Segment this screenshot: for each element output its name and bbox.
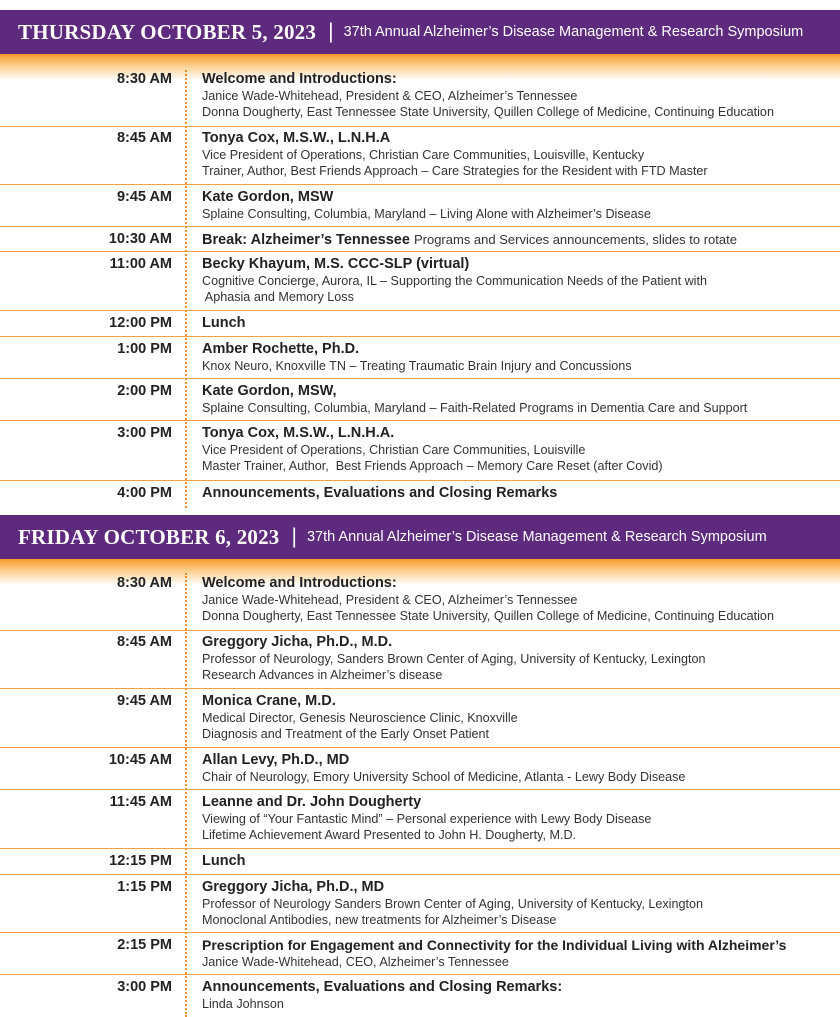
session-time: 10:30 AM bbox=[108, 231, 172, 247]
session-time: 2:15 PM bbox=[117, 937, 172, 953]
session-row bbox=[0, 185, 840, 227]
session-time: 1:15 PM bbox=[117, 879, 172, 895]
day-subtitle: 37th Annual Alzheimer’s Disease Management & Research Symposium bbox=[306, 529, 767, 545]
session-time: 2:00 PM bbox=[117, 383, 172, 399]
session-title: Leanne and Dr. John Dougherty bbox=[202, 794, 422, 810]
session-title: Announcements, Evaluations and Closing Remarks: bbox=[202, 979, 563, 995]
session-title: Monica Crane, M.D. bbox=[202, 693, 336, 709]
session-detail: Knox Neuro, Knoxville TN – Treating Traumatic Brain Injury and Concussions bbox=[202, 359, 632, 373]
session-detail: Cognitive Concierge, Aurora, IL – Supporting the Communication Needs of the Patient with bbox=[202, 274, 707, 288]
session-row bbox=[0, 631, 840, 689]
session-row bbox=[0, 227, 840, 252]
session-row bbox=[0, 933, 840, 975]
session-detail: Janice Wade-Whitehead, President & CEO, Alzheimer’s Tennessee bbox=[202, 89, 578, 103]
session-time: 3:00 PM bbox=[117, 425, 172, 441]
session-detail: Research Advances in Alzheimer’s disease bbox=[202, 668, 443, 682]
session-title: Break: Alzheimer’s Tennessee bbox=[202, 232, 410, 248]
session-detail: Monoclonal Antibodies, new treatments for Alzheimer’s Disease bbox=[202, 913, 557, 927]
session-row bbox=[0, 875, 840, 933]
day-header-friday bbox=[0, 515, 840, 559]
session-title: Tonya Cox, M.S.W., L.N.H.A. bbox=[202, 425, 395, 441]
session-time: 11:45 AM bbox=[109, 794, 172, 810]
session-time: 8:45 AM bbox=[116, 130, 172, 146]
session-title: Allan Levy, Ph.D., MD bbox=[202, 752, 350, 768]
header-separator: | bbox=[328, 20, 334, 43]
session-detail: Lifetime Achievement Award Presented to John H. Dougherty, M.D. bbox=[202, 828, 577, 842]
session-title: Welcome and Introductions: bbox=[202, 71, 397, 87]
session-row bbox=[0, 689, 840, 748]
session-detail: Professor of Neurology Sanders Brown Center of Aging, University of Kentucky, Lexington bbox=[202, 897, 703, 911]
session-title: Tonya Cox, M.S.W., L.N.H.A bbox=[202, 130, 391, 146]
session-detail: Splaine Consulting, Columbia, Maryland – Living Alone with Alzheimer’s Disease bbox=[202, 207, 651, 221]
session-detail: Donna Dougherty, East Tennessee State University, Quillen College of Medicine, Continuing Education bbox=[202, 609, 774, 623]
session-time: 3:00 PM bbox=[117, 979, 172, 995]
session-time: 8:45 AM bbox=[116, 634, 172, 650]
session-detail: Donna Dougherty, East Tennessee State University, Quillen College of Medicine, Continuing Education bbox=[202, 105, 774, 119]
session-row bbox=[0, 127, 840, 185]
session-time: 8:30 AM bbox=[116, 71, 172, 87]
day-title: FRIDAY OCTOBER 6, 2023 bbox=[18, 524, 280, 549]
session-time: 8:30 AM bbox=[116, 575, 172, 591]
session-row bbox=[0, 311, 840, 337]
session-row bbox=[0, 790, 840, 849]
session-time: 4:00 PM bbox=[117, 485, 172, 501]
session-detail: Janice Wade-Whitehead, President & CEO, Alzheimer’s Tennessee bbox=[202, 593, 578, 607]
day-subtitle: 37th Annual Alzheimer’s Disease Management & Research Symposium bbox=[343, 24, 804, 40]
session-time: 9:45 AM bbox=[116, 189, 172, 205]
session-title: Greggory Jicha, Ph.D., MD bbox=[202, 879, 385, 895]
session-time: 10:45 AM bbox=[108, 752, 172, 768]
day-header-thursday bbox=[0, 10, 840, 54]
session-detail: Janice Wade-Whitehead, CEO, Alzheimer’s Tennessee bbox=[202, 955, 509, 969]
session-time: 9:45 AM bbox=[116, 693, 172, 709]
session-detail: Splaine Consulting, Columbia, Maryland – Faith-Related Programs in Dementia Care and Support bbox=[202, 401, 748, 415]
session-detail: Trainer, Author, Best Friends Approach – Care Strategies for the Resident with FTD Master bbox=[202, 164, 708, 178]
session-detail: Vice President of Operations, Christian Care Communities, Louisville bbox=[202, 443, 586, 457]
session-title: Greggory Jicha, Ph.D., M.D. bbox=[202, 634, 393, 650]
session-row bbox=[0, 337, 840, 379]
session-title: Lunch bbox=[202, 853, 246, 869]
session-time: 1:00 PM bbox=[117, 341, 172, 357]
session-title: Lunch bbox=[202, 315, 246, 331]
session-row bbox=[0, 252, 840, 311]
session-title: Becky Khayum, M.S. CCC-SLP (virtual) bbox=[202, 256, 470, 272]
session-row bbox=[0, 379, 840, 421]
session-detail: Vice President of Operations, Christian Care Communities, Louisville, Kentucky bbox=[202, 148, 645, 162]
day-title: THURSDAY OCTOBER 5, 2023 bbox=[18, 19, 317, 44]
session-detail: Aphasia and Memory Loss bbox=[202, 290, 354, 304]
session-row bbox=[0, 481, 840, 509]
session-title: Kate Gordon, MSW bbox=[202, 189, 334, 205]
session-title: Announcements, Evaluations and Closing Remarks bbox=[202, 485, 558, 501]
session-title: Prescription for Engagement and Connectivity for the Individual Living with Alzheimer’s bbox=[202, 937, 787, 953]
session-detail: Professor of Neurology, Sanders Brown Center of Aging, University of Kentucky, Lexington bbox=[202, 652, 706, 666]
session-time: 12:15 PM bbox=[109, 853, 172, 869]
session-title: Welcome and Introductions: bbox=[202, 575, 397, 591]
session-detail: Medical Director, Genesis Neuroscience Clinic, Knoxville bbox=[202, 711, 518, 725]
session-row bbox=[0, 748, 840, 790]
session-row bbox=[0, 421, 840, 481]
session-note: Programs and Services announcements, slides to rotate bbox=[413, 232, 737, 247]
session-detail: Master Trainer, Author, Best Friends Approach – Memory Care Reset (after Covid) bbox=[202, 459, 663, 473]
session-detail: Diagnosis and Treatment of the Early Onset Patient bbox=[202, 727, 490, 741]
session-row bbox=[0, 975, 840, 1017]
session-detail: Viewing of “Your Fantastic Mind” – Personal experience with Lewy Body Disease bbox=[202, 812, 652, 826]
session-title: Amber Rochette, Ph.D. bbox=[202, 341, 360, 357]
session-detail: Linda Johnson bbox=[202, 997, 284, 1011]
session-row bbox=[0, 849, 840, 875]
session-time: 11:00 AM bbox=[109, 256, 172, 272]
session-row bbox=[0, 68, 840, 127]
header-separator: | bbox=[291, 525, 297, 548]
session-detail: Chair of Neurology, Emory University School of Medicine, Atlanta - Lewy Body Disease bbox=[202, 770, 686, 784]
session-row bbox=[0, 572, 840, 631]
session-title: Kate Gordon, MSW, bbox=[202, 383, 337, 399]
session-time: 12:00 PM bbox=[109, 315, 172, 331]
